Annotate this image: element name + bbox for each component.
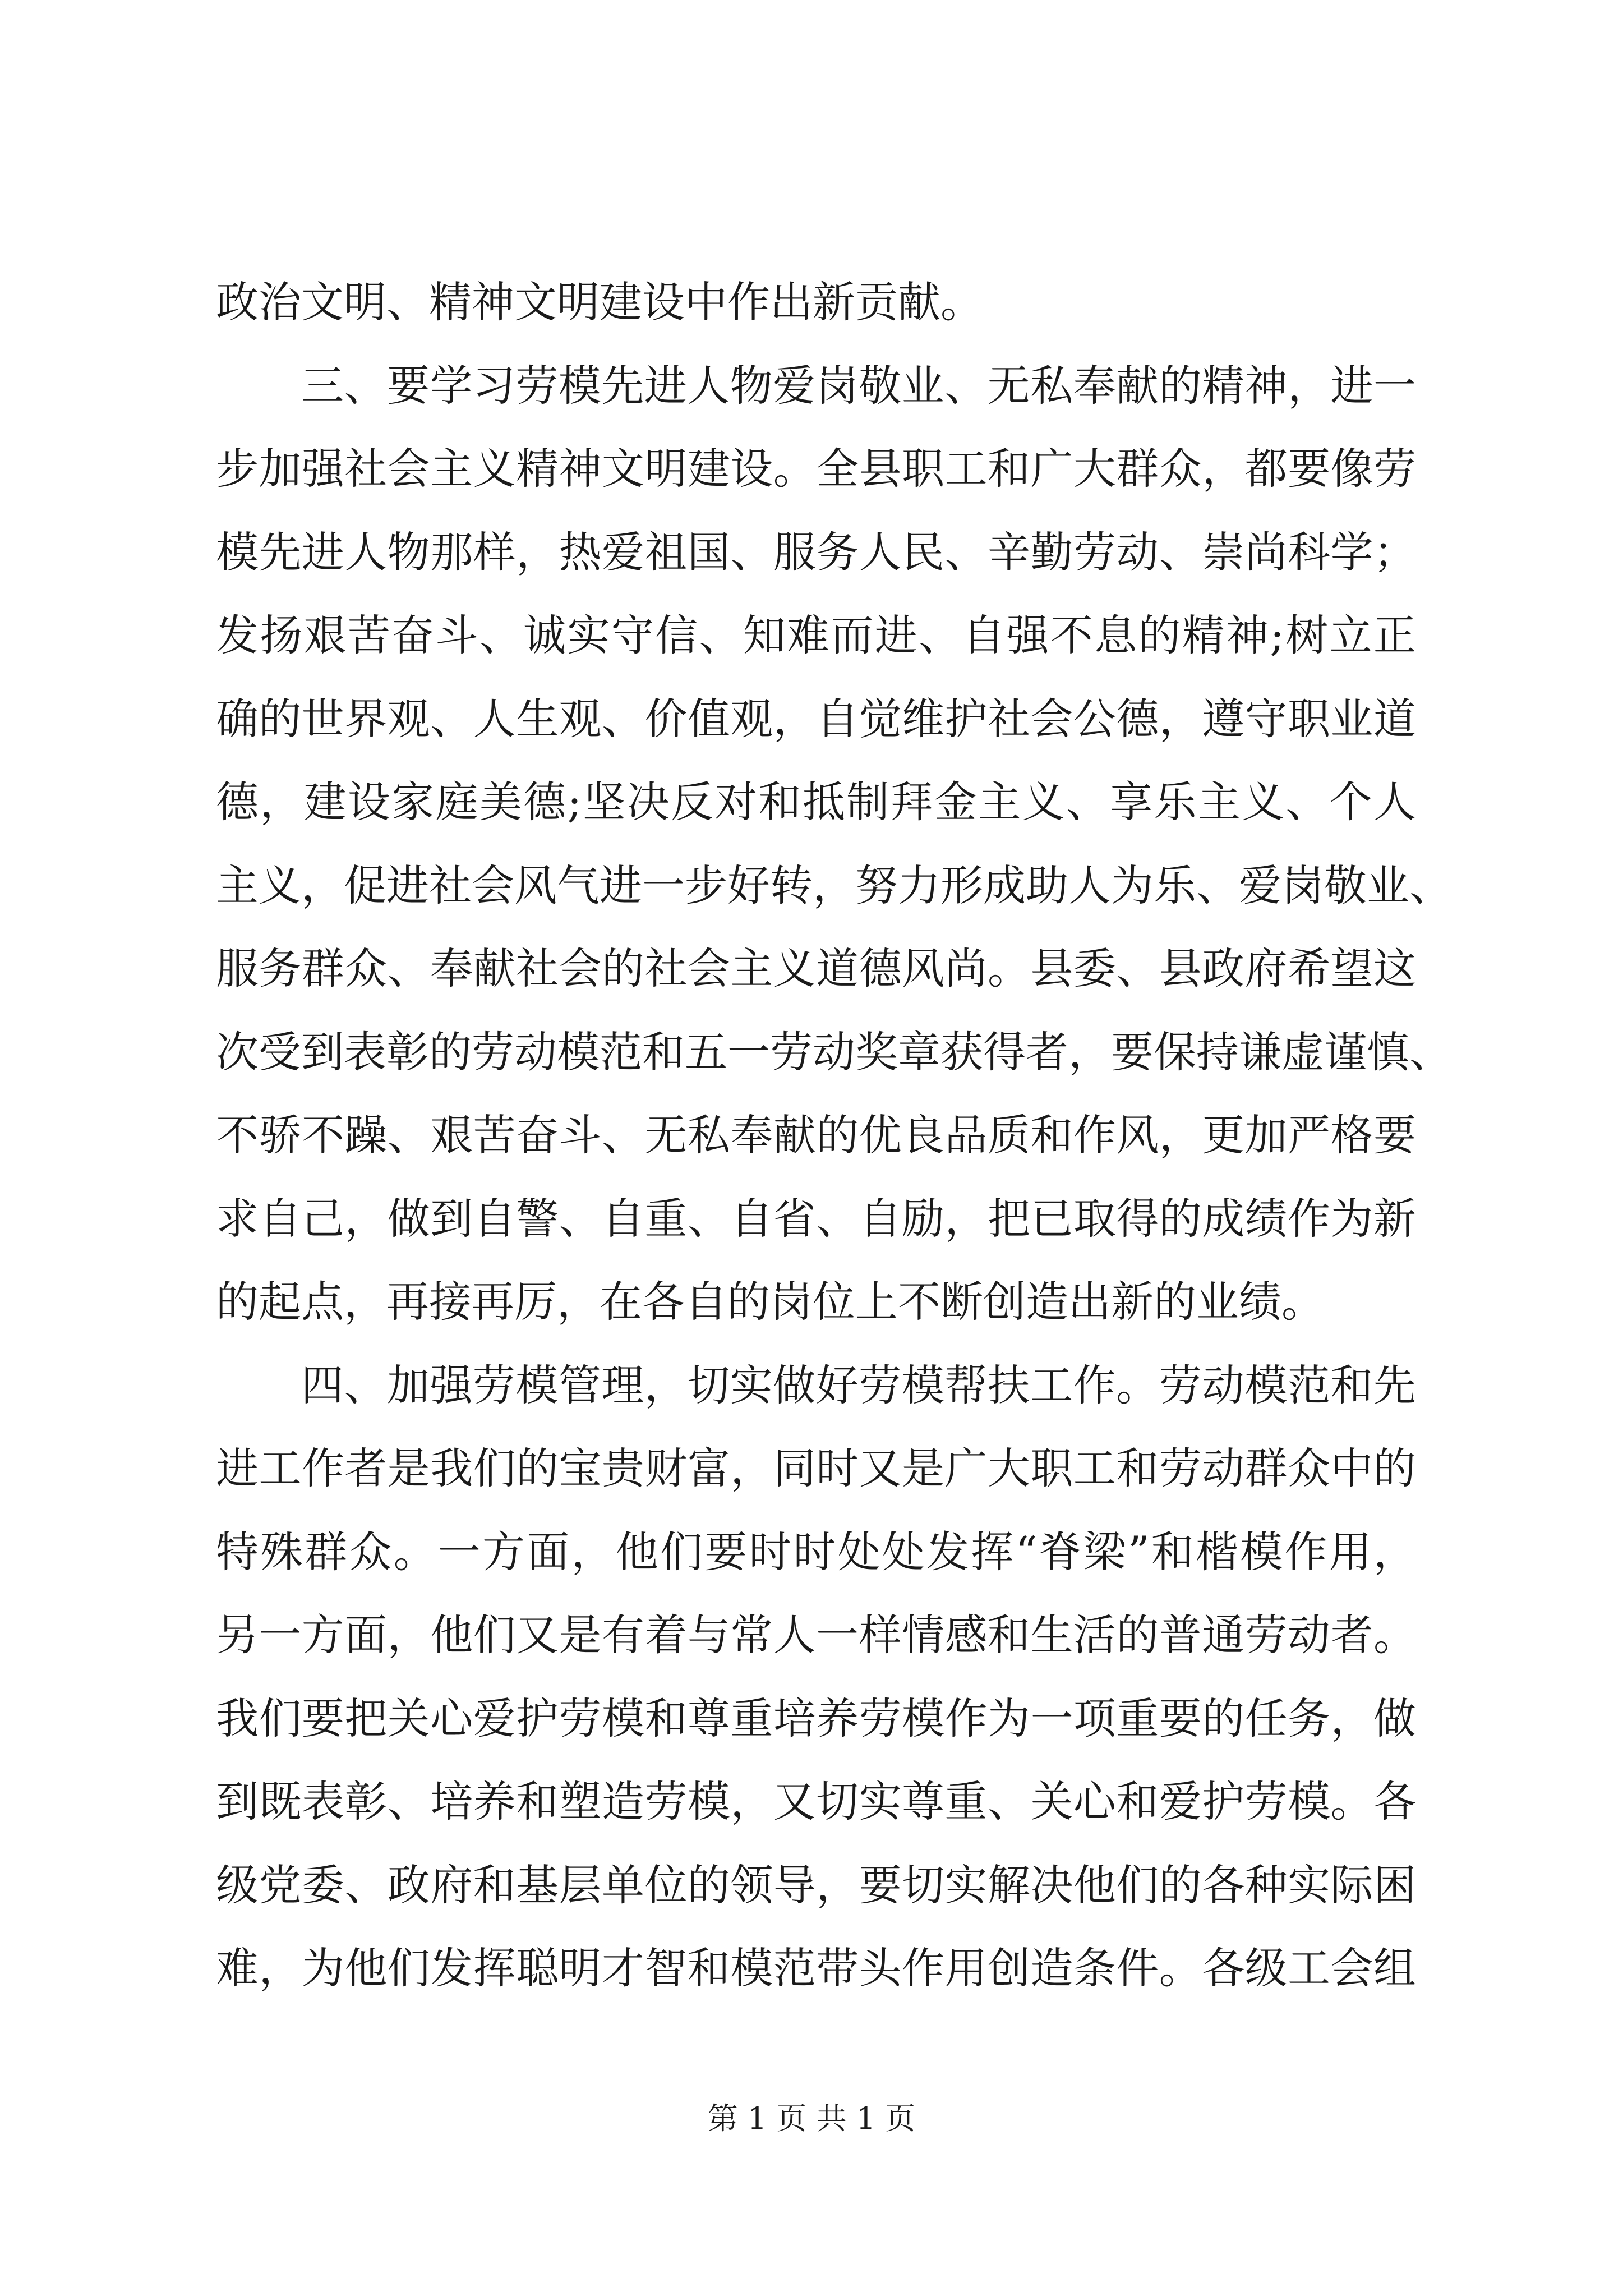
text-line: 的起点，再接再厉，在各自的岗位上不断创造出新的业绩。 [216, 1277, 1324, 1327]
text-line: 进工作者是我们的宝贵财富，同时又是广大职工和劳动群众中的 [216, 1443, 1416, 1493]
text-line: 到既表彰、培养和塑造劳模，又切实尊重、关心和爱护劳模。各 [216, 1777, 1416, 1826]
text-line: 我们要把关心爱护劳模和尊重培养劳模作为一项重要的任务，做 [216, 1693, 1416, 1743]
text-line: 政治文明、精神文明建设中作出新贡献。 [216, 277, 983, 327]
paragraph-start-line: 四、加强劳模管理，切实做好劳模帮扶工作。劳动模范和先 [301, 1360, 1416, 1410]
text-line: 特殊群众。一方面，他们要时时处处发挥“脊梁”和楷模作用， [216, 1526, 1416, 1577]
text-line: 模先进人物那样，热爱祖国、服务人民、辛勤劳动、崇尚科学； [216, 527, 1416, 577]
text-line: 次受到表彰的劳动模范和五一劳动奖章获得者，要保持谦虚谨慎、 [216, 1027, 1452, 1077]
text-line: 级党委、政府和基层单位的领导，要切实解决他们的各种实际困 [216, 1860, 1416, 1910]
text-line: 难，为他们发挥聪明才智和模范带头作用创造条件。各级工会组 [216, 1943, 1416, 1993]
text-line: 服务群众、奉献社会的社会主义道德风尚。县委、县政府希望这 [216, 944, 1416, 993]
text-line: 确的世界观、人生观、价值观，自觉维护社会公德，遵守职业道 [216, 693, 1416, 744]
text-line: 主义，促进社会风气进一步好转，努力形成助人为乐、爱岗敬业、 [216, 860, 1452, 910]
text-line: 德，建设家庭美德;坚决反对和抵制拜金主义、享乐主义、个人 [216, 777, 1416, 827]
paragraph-start-line: 三、要学习劳模先进人物爱岗敬业、无私奉献的精神，进一 [301, 360, 1416, 411]
page-number-footer: 第 1 页 共 1 页 [707, 2101, 916, 2136]
text-line: 另一方面，他们又是有着与常人一样情感和生活的普通劳动者。 [216, 1610, 1416, 1660]
text-line: 发扬艰苦奋斗、诚实守信、知难而进、自强不息的精神;树立正 [216, 610, 1416, 660]
text-line: 不骄不躁、艰苦奋斗、无私奉献的优良品质和作风，更加严格要 [216, 1110, 1416, 1160]
document-body [216, 261, 1452, 2010]
text-line: 求自己，做到自警、自重、自省、自励，把已取得的成绩作为新 [216, 1193, 1416, 1244]
text-line: 步加强社会主义精神文明建设。全县职工和广大群众，都要像劳 [216, 444, 1416, 494]
